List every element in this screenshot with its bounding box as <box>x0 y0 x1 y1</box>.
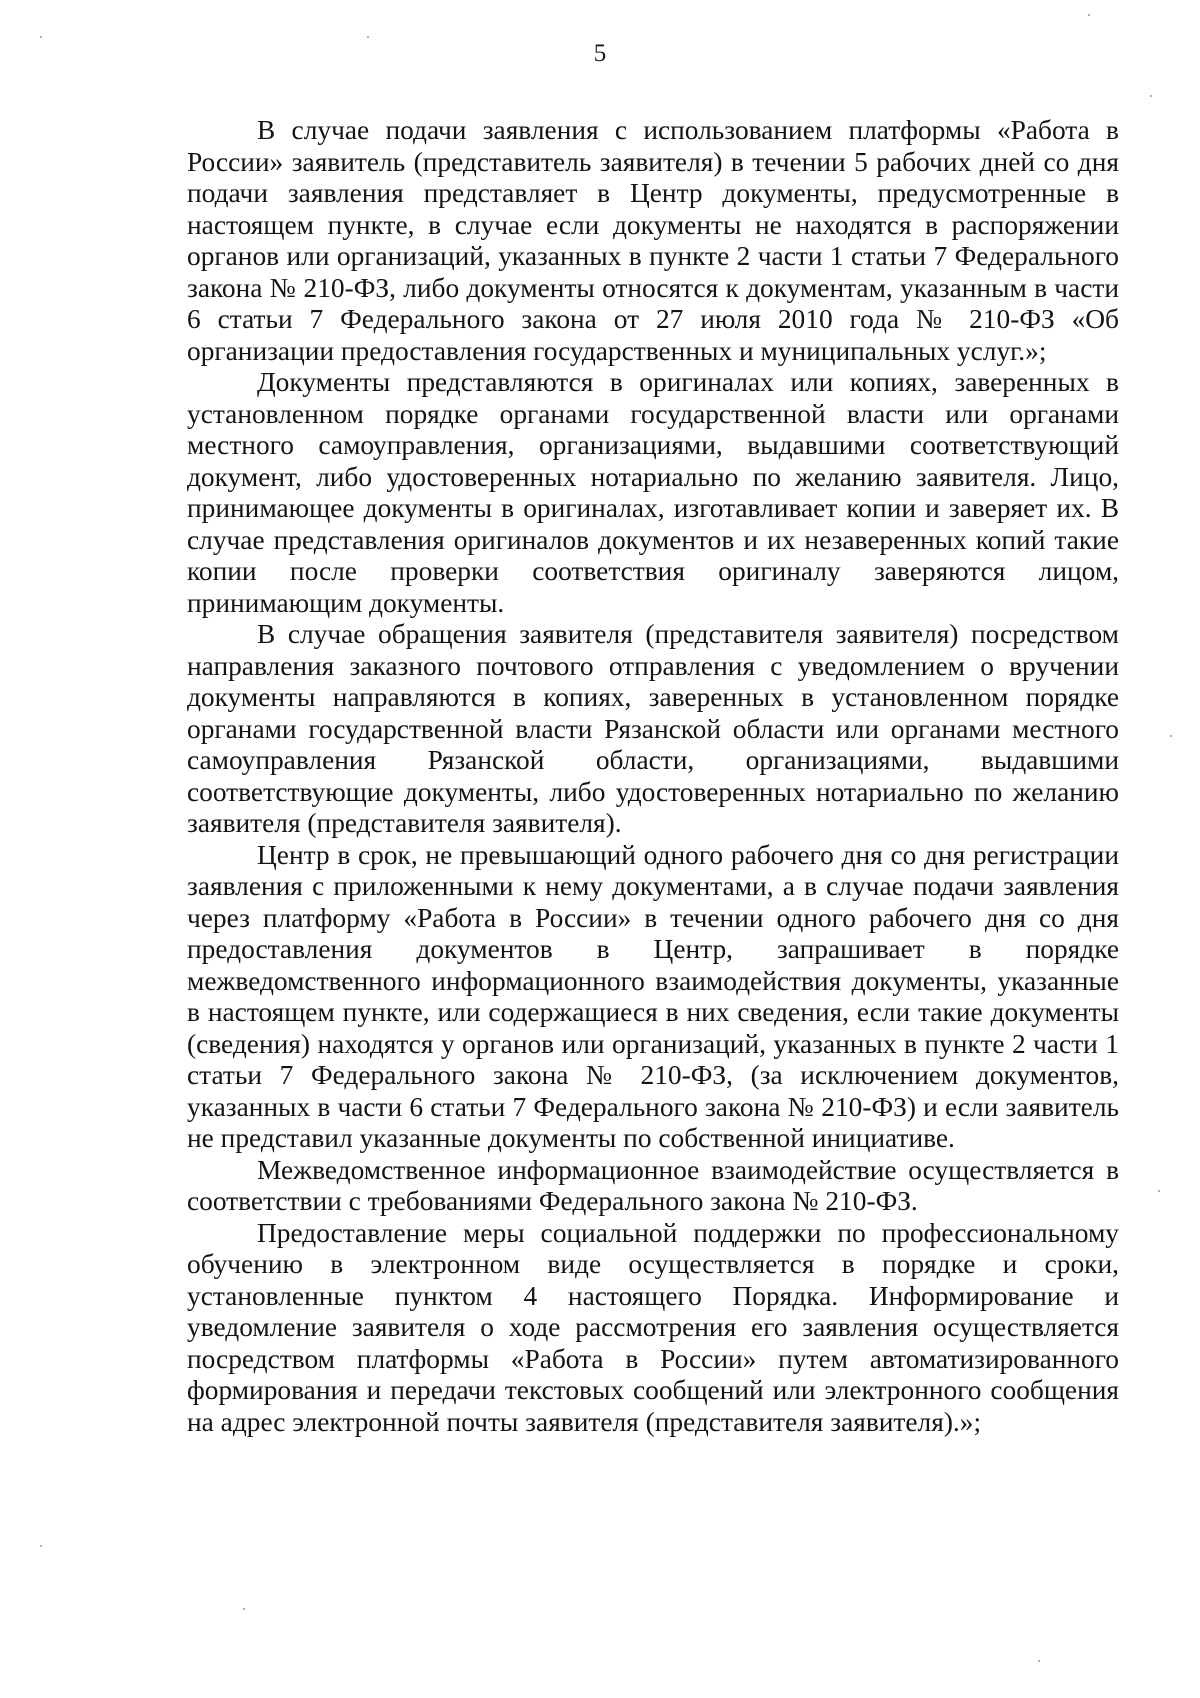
paragraph-documents-originals: Документы представляются в оригиналах или копиях, заверенных в установленном порядке органами государственной власти или органами местного самоуправления, организациями, выдавшими соответствующий документ, либо удостоверенных нотариально по желанию заявителя. Лицо, принимающее документы в оригиналах, изготавливает копии и заверяет их. В случае представления оригиналов документов и их незаверенных копий такие копии после проверки соответствия оригиналу заверяются лицом, принимающим документы. <box>187 367 1119 618</box>
scan-speck <box>1150 95 1152 97</box>
page-number: 5 <box>593 40 607 67</box>
paragraph-postal-submission: В случае обращения заявителя (представителя заявителя) посредством направления заказного почтового отправления с уведомлением о вручении документы направляются в копиях, заверенных в установленном порядке органами государственной власти Рязанской области или органами местного самоуправления Рязанской области, организациями, выдавшими соответствующие документы, либо удостоверенных нотариально по желанию заявителя (представителя заявителя). <box>187 619 1119 838</box>
scan-speck <box>40 36 42 38</box>
paragraph-electronic-provision: Предоставление меры социальной поддержки по профессиональному обучению в электронном виде осуществляется в порядке и сроки, установленные пунктом 4 настоящего Порядка. Информирование и уведомление заявителя о ходе рассмотрения его заявления осуществляется посредством платформы «Работа в России» путем автоматизированного формирования и передачи текстовых сообщений или электронного сообщения на адрес электронной почты заявителя (представителя заявителя).»; <box>187 1217 1119 1437</box>
scan-speck <box>1170 735 1172 737</box>
scan-speck <box>1088 14 1090 16</box>
scan-speck <box>243 1608 245 1610</box>
paragraph-interagency-interaction: Межведомственное информационное взаимодействие осуществляется в соответствии с требованиями Федерального закона № 210-ФЗ. <box>187 1154 1119 1216</box>
paragraph-center-request: Центр в срок, не превышающий одного рабочего дня со дня регистрации заявления с приложенными к нему документами, а в случае подачи заявления через платформу «Работа в России» в течении одного рабочего дня со дня предоставления документов в Центр, запрашивает в порядке межведомственного информационного взаимодействия документы, указанные в настоящем пункте, или содержащиеся в них сведения, если такие документы (сведения) находятся у органов или организаций, указанных в пункте 2 части 1 статьи 7 Федерального закона № 210-ФЗ, (за исключением документов, указанных в части 6 статьи 7 Федерального закона № 210-ФЗ) и если заявитель не представил указанные документы по собственной инициативе. <box>187 839 1119 1153</box>
document-body <box>187 115 1119 1438</box>
scan-speck <box>1158 1190 1160 1192</box>
scan-speck <box>1038 1660 1040 1662</box>
scan-speck <box>367 36 369 38</box>
scan-speck <box>40 1545 42 1547</box>
paragraph-platform-submission: В случае подачи заявления с использованием платформы «Работа в России» заявитель (представитель заявителя) в течении 5 рабочих дней со дня подачи заявления представляет в Центр документы, предусмотренные в настоящем пункте, в случае если документы не находятся в распоряжении органов или организаций, указанных в пункте 2 части 1 статьи 7 Федерального закона № 210-ФЗ, либо документы относятся к документам, указанным в части 6 статьи 7 Федерального закона от 27 июля 2010 года № 210-ФЗ «Об организации предоставления государственных и муниципальных услуг.»; <box>187 115 1119 366</box>
